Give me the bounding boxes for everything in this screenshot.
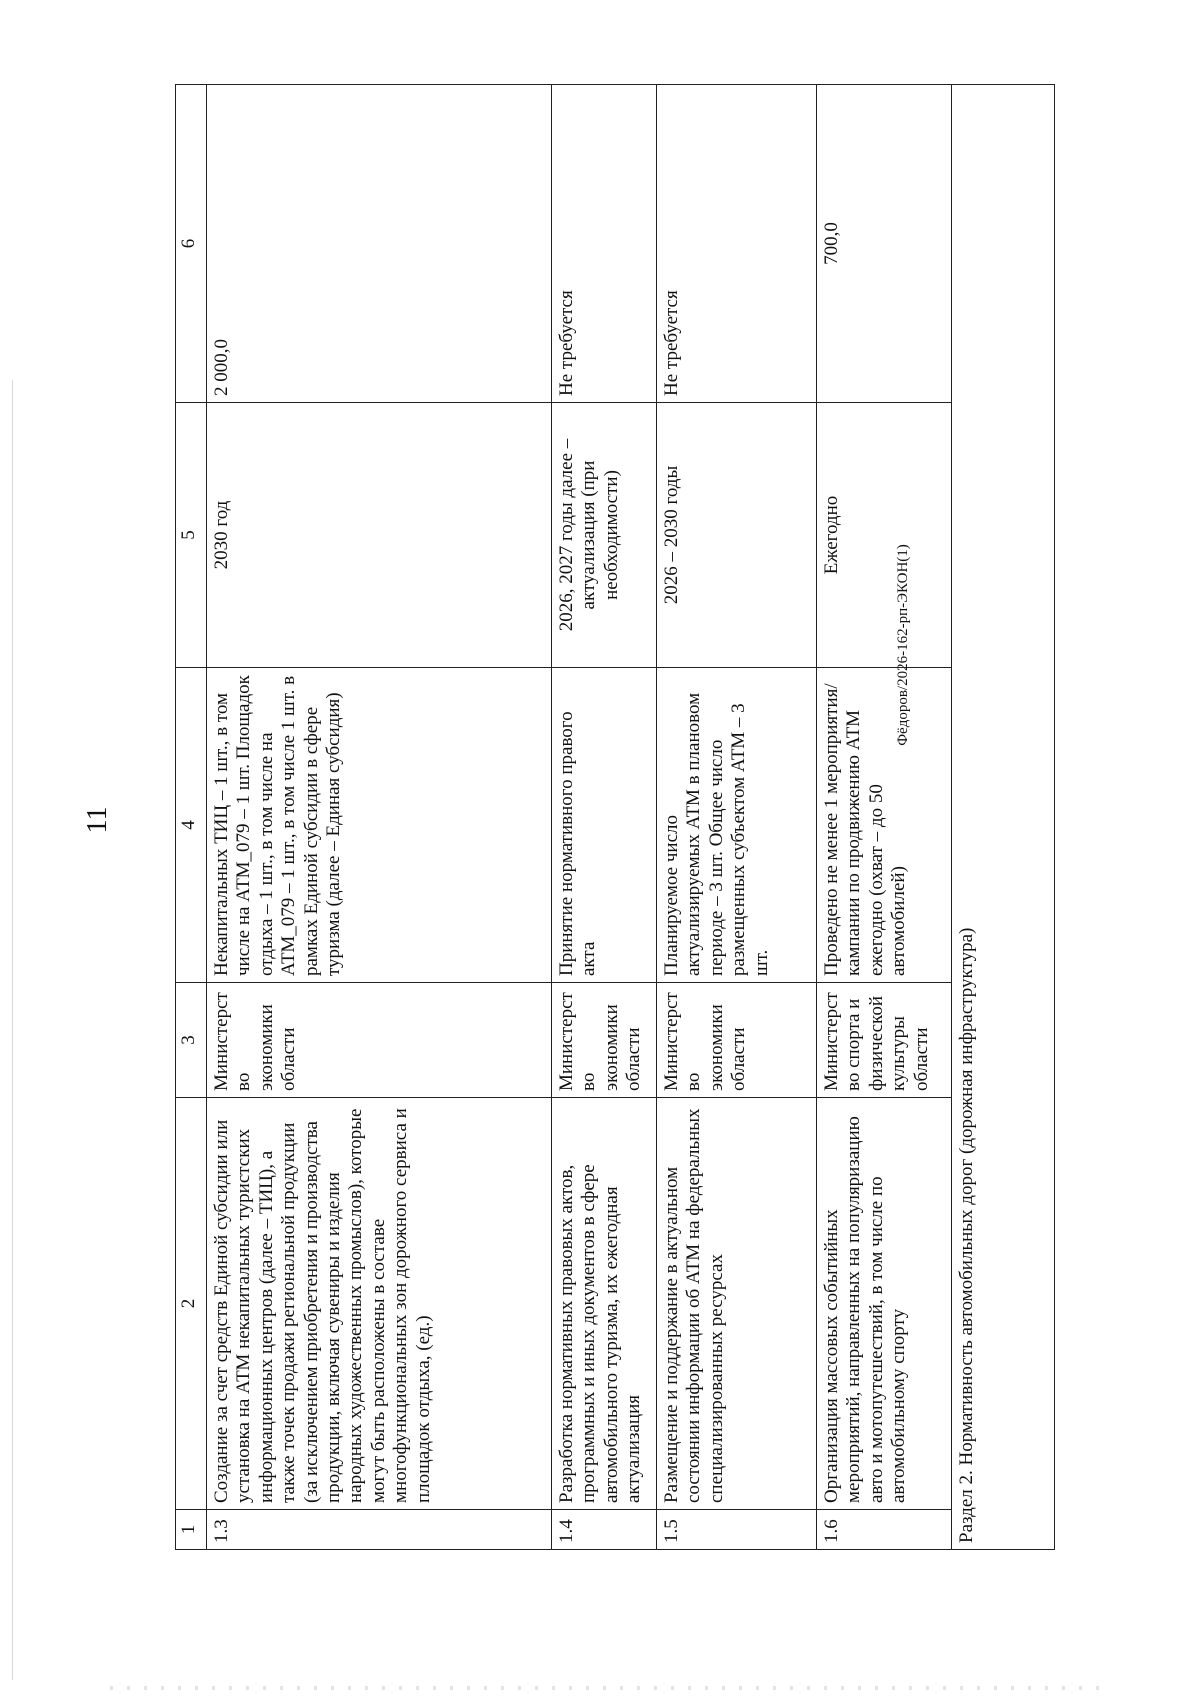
scan-edge-line bbox=[12, 380, 13, 1680]
result-cell: Некапитальных ТИЦ – 1 шт., в том числе на АТМ_079 – 1 шт. Площадок отдыха – 1 шт., в том числе на АТМ_079 – 1 шт., в том числе 1 шт. в рамках Единой субсидии в сфере туризма (далее – Единая субсидия) bbox=[207, 668, 552, 983]
measures-table bbox=[175, 84, 1055, 1550]
responsible-cell: Министерство экономики области bbox=[552, 983, 657, 1098]
page-number: 11 bbox=[82, 806, 113, 834]
section-row bbox=[952, 85, 1055, 1550]
row-number: 1.4 bbox=[552, 1510, 657, 1550]
table-row bbox=[817, 85, 952, 1550]
document-id: Фёдоров/2026-162-рп-ЭКОН(1) bbox=[895, 544, 911, 746]
header-cell-3: 3 bbox=[176, 983, 207, 1098]
table-wrapper bbox=[175, 85, 1055, 1550]
responsible-cell: Министерство экономики области bbox=[657, 983, 817, 1098]
row-number: 1.5 bbox=[657, 1510, 817, 1550]
header-cell-2: 2 bbox=[176, 1098, 207, 1510]
funding-cell: 700,0 bbox=[817, 85, 952, 403]
responsible-cell: Министерство экономики области bbox=[207, 983, 552, 1098]
table-row bbox=[657, 85, 817, 1550]
scan-noise bbox=[110, 1686, 1110, 1690]
event-cell: Размещение и поддержание в актуальном состоянии информации об АТМ на федеральных специализированных ресурсах bbox=[657, 1098, 817, 1510]
funding-cell: 2 000,0 bbox=[207, 85, 552, 403]
result-cell: Проведено не менее 1 мероприятия/кампании по продвижению АТМ ежегодно (охват – до 50 автомобилей) bbox=[817, 668, 952, 983]
header-cell-5: 5 bbox=[176, 403, 207, 668]
funding-cell: Не требуется bbox=[657, 85, 817, 403]
section-title: Раздел 2. Нормативность автомобильных дорог (дорожная инфраструктура) bbox=[952, 85, 1055, 1550]
term-cell: Ежегодно bbox=[817, 403, 952, 668]
responsible-cell: Министерство спорта и физической культуры области bbox=[817, 983, 952, 1098]
header-cell-1: 1 bbox=[176, 1510, 207, 1550]
header-cell-6: 6 bbox=[176, 85, 207, 403]
event-cell: Создание за счет средств Единой субсидии или установка на АТМ некапитальных туристских информационных центров (далее – ТИЦ), а также точек продажи региональной продукции (за исключением приобретения и производства продукции, включая сувениры и изделия народных художественных промыслов), которые могут быть расположены в составе многофункциональных зон дорожного сервиса и площадок отдыха, (ед.) bbox=[207, 1098, 552, 1510]
table-row bbox=[207, 85, 552, 1550]
term-cell: 2026, 2027 годы далее – актуализация (при необходимости) bbox=[552, 403, 657, 668]
term-cell: 2026 – 2030 годы bbox=[657, 403, 817, 668]
table-row bbox=[552, 85, 657, 1550]
event-cell: Разработка нормативных правовых актов, программных и иных документов в сфере автомобильного туризма, их ежегодная актуализация bbox=[552, 1098, 657, 1510]
header-cell-4: 4 bbox=[176, 668, 207, 983]
row-number: 1.6 bbox=[817, 1510, 952, 1550]
result-cell: Планируемое число актуализируемых АТМ в плановом периоде – 3 шт. Общее число размещенных субъектом АТМ – 3 шт. bbox=[657, 668, 817, 983]
funding-cell: Не требуется bbox=[552, 85, 657, 403]
row-number: 1.3 bbox=[207, 1510, 552, 1550]
term-cell: 2030 год bbox=[207, 403, 552, 668]
event-cell: Организация массовых событийных мероприятий, направленных на популяризацию авто и мотопутешествий, в том числе по автомобильному спорту bbox=[817, 1098, 952, 1510]
header-row bbox=[176, 85, 207, 1550]
rotated-page-content bbox=[175, 85, 1055, 1550]
result-cell: Принятие нормативного правого акта bbox=[552, 668, 657, 983]
